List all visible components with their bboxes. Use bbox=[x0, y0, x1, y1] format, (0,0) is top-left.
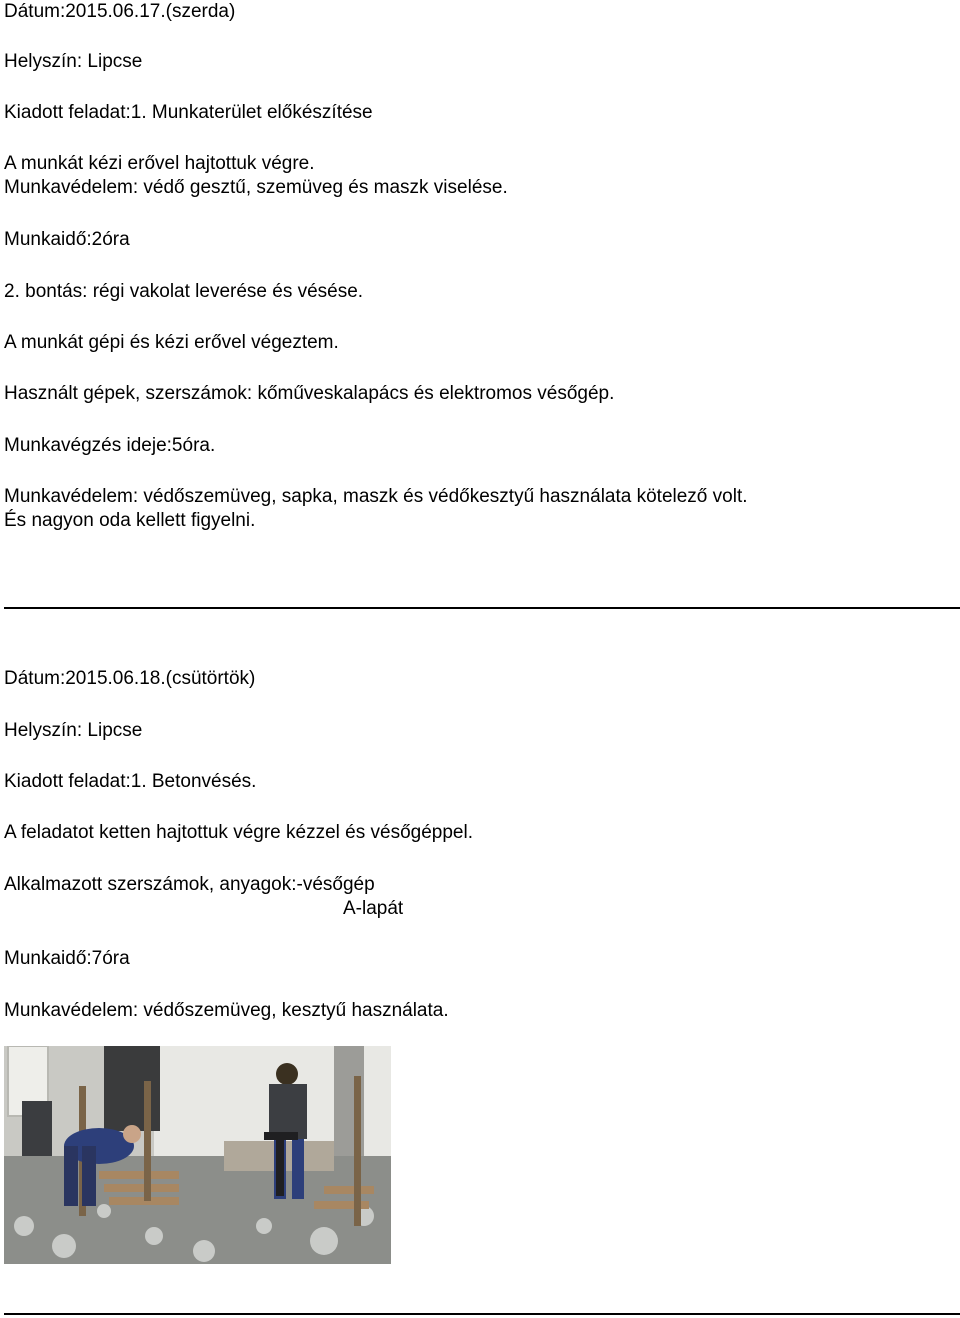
entry1-task: Kiadott feladat:1. Munkaterület előkészítése bbox=[4, 102, 373, 123]
entry1-work-line2: Munkavédelem: védő gesztű, szemüveg és maszk viselése. bbox=[4, 177, 508, 198]
entry2-tools-line1: Alkalmazott szerszámok, anyagok:-vésőgép bbox=[4, 874, 375, 895]
entry1-duration: Munkavégzés ideje:5óra. bbox=[4, 435, 216, 456]
entry2-task: Kiadott feladat:1. Betonvésés. bbox=[4, 771, 257, 792]
entry1-tools: Használt gépek, szerszámok: kőműveskalapács és elektromos vésőgép. bbox=[4, 383, 615, 404]
entry1-location: Helyszín: Lipcse bbox=[4, 51, 143, 72]
entry1-task2: 2. bontás: régi vakolat leverése és vésése. bbox=[4, 281, 364, 302]
entry1-method: A munkát gépi és kézi erővel végeztem. bbox=[4, 332, 339, 353]
entry2-tools-line2: A-lapát bbox=[343, 898, 404, 919]
entry1-work-line1: A munkát kézi erővel hajtottuk végre. bbox=[4, 153, 315, 174]
entry2-date: Dátum:2015.06.18.(csütörtök) bbox=[4, 668, 256, 689]
entry2-worktime: Munkaidő:7óra bbox=[4, 948, 130, 969]
entry2-execution: A feladatot ketten hajtottuk végre kézzel és vésőgéppel. bbox=[4, 822, 473, 843]
bottom-divider bbox=[4, 1313, 960, 1315]
section-divider bbox=[4, 607, 960, 609]
entry1-worktime: Munkaidő:2óra bbox=[4, 229, 130, 250]
entry1-safety-line2: És nagyon oda kellett figyelni. bbox=[4, 510, 256, 531]
entry2-location: Helyszín: Lipcse bbox=[4, 720, 143, 741]
entry1-safety-line1: Munkavédelem: védőszemüveg, sapka, maszk és védőkesztyű használata kötelező volt. bbox=[4, 486, 748, 507]
entry2-safety: Munkavédelem: védőszemüveg, kesztyű használata. bbox=[4, 1000, 449, 1021]
entry1-date: Dátum:2015.06.17.(szerda) bbox=[4, 1, 236, 22]
worksite-photo bbox=[4, 1046, 391, 1264]
